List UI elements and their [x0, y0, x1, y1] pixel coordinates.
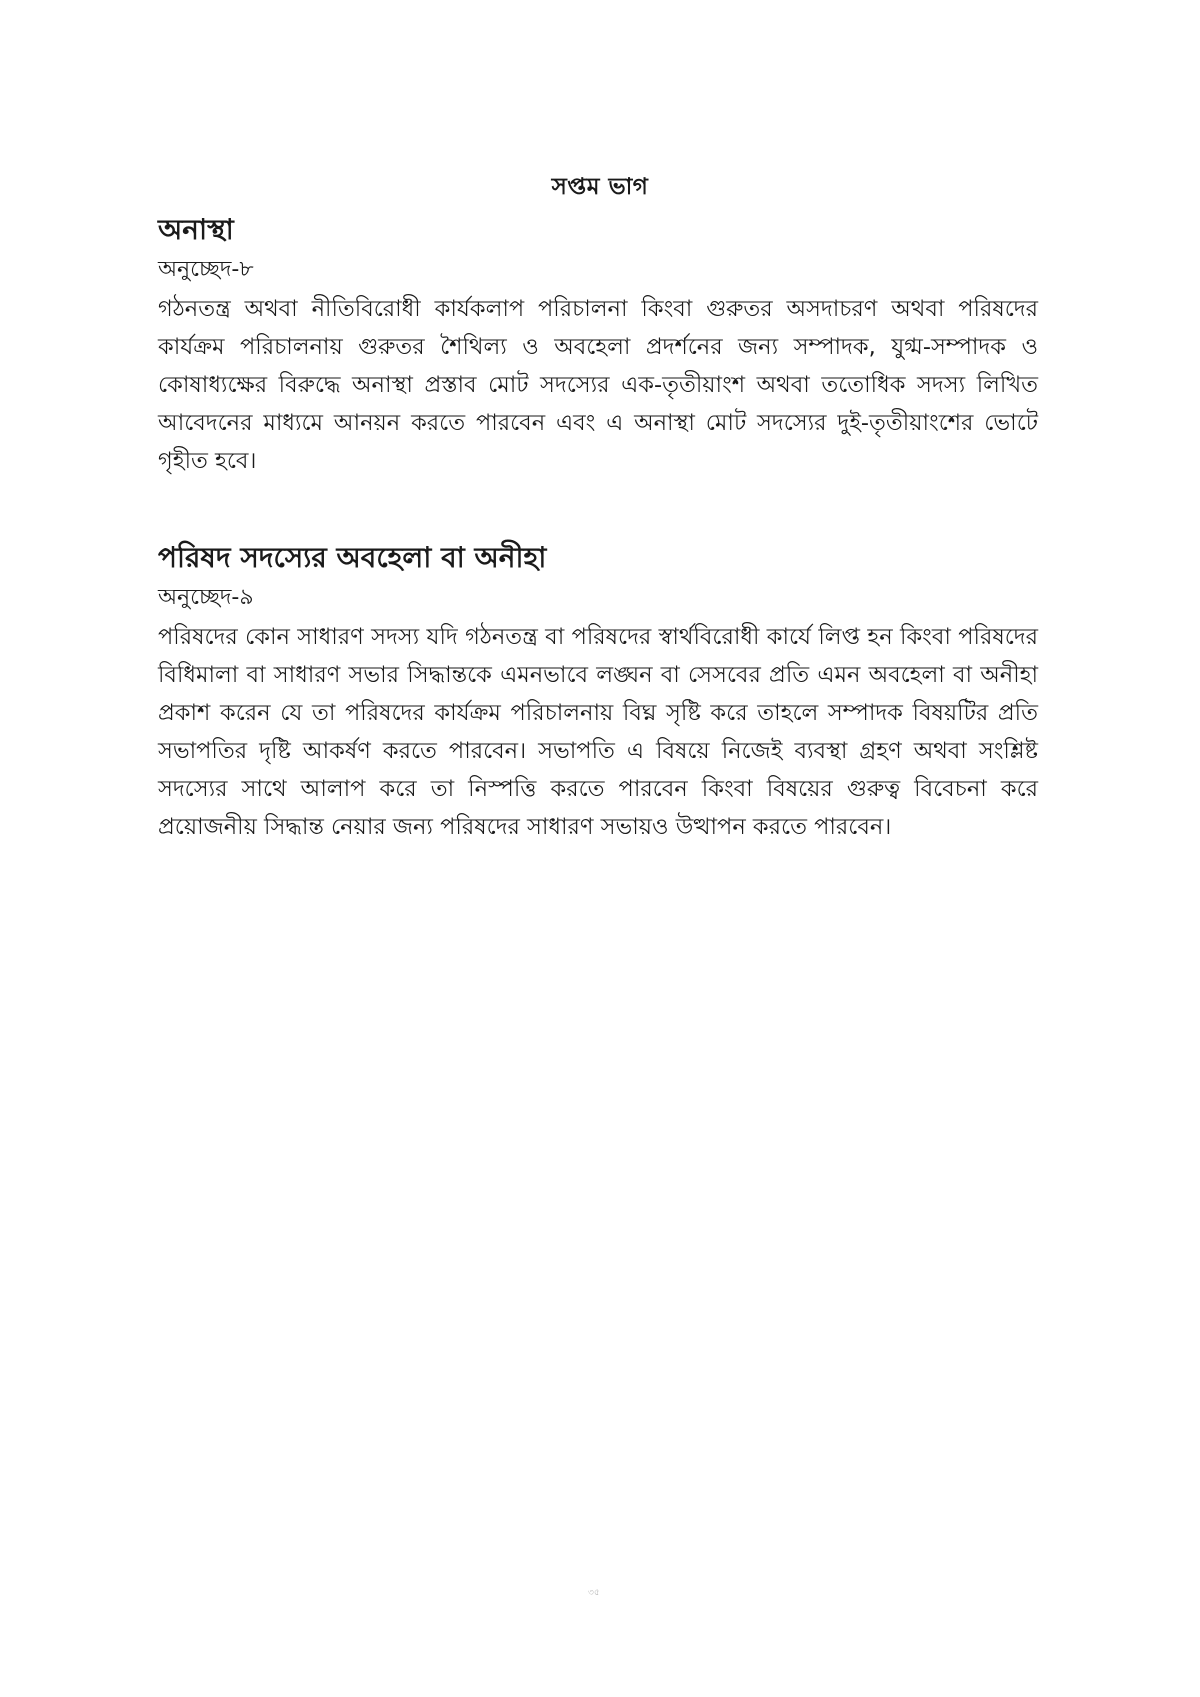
section-heading: অনাস্থা — [158, 213, 234, 246]
section-heading: পরিষদ সদস্যের অবহেলা বা অনীহা — [158, 541, 547, 574]
article-label: অনুচ্ছেদ-৮ — [158, 257, 254, 282]
article-body: পরিষদের কোন সাধারণ সদস্য যদি গঠনতন্ত্র বা পরিষদের স্বার্থবিরোধী কার্যে লিপ্ত হন কিংবা পরিষদের বিধিমালা বা সাধারণ সভার সিদ্ধান্তকে এমনভাবে লঙ্ঘন বা সেসবের প্রতি এমন অবহেলা বা অনীহা প্রকাশ করেন যে তা পরিষদের কার্যক্রম পরিচালনায় বিঘ্ন সৃষ্টি করে তাহলে সম্পাদক বিষয়টির প্রতি সভাপতির দৃষ্টি আকর্ষণ করতে পারবেন। সভাপতি এ বিষয়ে নিজেই ব্যবস্থা গ্রহণ অথবা সংশ্লিষ্ট সদস্যের সাথে আলাপ করে তা নিস্পত্তি করতে পারবেন কিংবা বিষয়ের গুরুত্ব বিবেচনা করে প্রয়োজনীয় সিদ্ধান্ত নেয়ার জন্য পরিষদের সাধারণ সভায়ও উত্থাপন করতে পারবেন। — [158, 623, 1038, 840]
article-label: অনুচ্ছেদ-৯ — [158, 585, 254, 610]
article-body: গঠনতন্ত্র অথবা নীতিবিরোধী কার্যকলাপ পরিচালনা কিংবা গুরুতর অসদাচরণ অথবা পরিষদের কার্যক্রম পরিচালনায় গুরুতর শৈথিল্য ও অবহেলা প্রদর্শনের জন্য সম্পাদক, যুগ্ম-সম্পাদক ও কোষাধ্যক্ষের বিরুদ্ধে অনাস্থা প্রস্তাব মোট সদস্যের এক-তৃতীয়াংশ অথবা ততোধিক সদস্য লিখিত আবেদনের মাধ্যমে আনয়ন করতে পারবেন এবং এ অনাস্থা মোট সদস্যের দুই-তৃতীয়াংশের ভোটে গৃহীত হবে। — [158, 295, 1038, 474]
part-title: সপ্তম ভাগ — [551, 174, 649, 200]
section-member-negligence — [158, 540, 1038, 846]
page-mark: ৩৫ — [588, 1588, 600, 1598]
section-no-confidence — [158, 212, 1038, 480]
